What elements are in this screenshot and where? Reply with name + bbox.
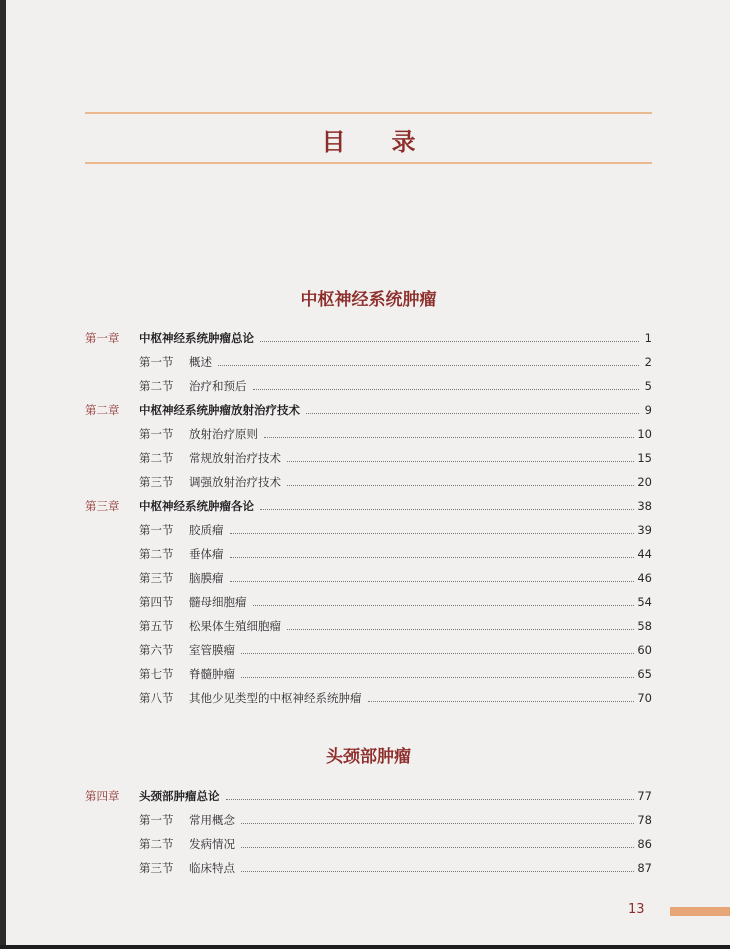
section-title: 概述 (189, 355, 212, 369)
dot-leader (306, 413, 639, 414)
page-ref: 5 (644, 379, 652, 393)
dot-leader (264, 437, 634, 438)
section-title: 临床特点 (189, 861, 235, 875)
section-number: 第四节 (139, 595, 174, 609)
toc-section-row[interactable] (85, 520, 652, 540)
toc-chapter-row[interactable] (85, 496, 652, 516)
section-number: 第一节 (139, 813, 174, 827)
dot-leader (241, 677, 634, 678)
toc-section-row[interactable] (85, 688, 652, 708)
page-ref: 58 (637, 619, 652, 633)
dot-leader (253, 605, 635, 606)
toc-section-row[interactable] (85, 640, 652, 660)
page-ref: 1 (644, 331, 652, 345)
section-title: 发病情况 (189, 837, 235, 851)
section-number: 第二节 (139, 547, 174, 561)
section-number: 第六节 (139, 643, 174, 657)
section-title-head-neck: 头颈部肿瘤 (326, 747, 411, 767)
section-title-cns: 中枢神经系统肿瘤 (300, 290, 437, 310)
dot-leader (253, 389, 640, 390)
page-ref: 20 (637, 475, 652, 489)
page-ref: 70 (637, 691, 652, 705)
page-ref: 77 (637, 789, 652, 803)
section-number: 第一节 (139, 523, 174, 537)
dot-leader (260, 341, 639, 342)
chapter-title: 中枢神经系统肿瘤各论 (139, 499, 254, 513)
toc-chapter-row[interactable] (85, 328, 652, 348)
page-ref: 86 (637, 837, 652, 851)
title-top-rule (85, 112, 652, 114)
toc-chapter-row[interactable] (85, 400, 652, 420)
page-ref: 38 (637, 499, 652, 513)
toc-chapter-row[interactable] (85, 786, 652, 806)
toc-section-row[interactable] (85, 592, 652, 612)
bottom-edge-bar (0, 945, 730, 949)
page-ref: 10 (637, 427, 652, 441)
section-title: 髓母细胞瘤 (189, 595, 247, 609)
title-char-2: 录 (391, 128, 416, 156)
section-number: 第三节 (139, 861, 174, 875)
section-number: 第二节 (139, 451, 174, 465)
section-title: 胶质瘤 (189, 523, 224, 537)
section-title: 松果体生殖细胞瘤 (189, 619, 281, 633)
section-number: 第五节 (139, 619, 174, 633)
page-ref: 15 (637, 451, 652, 465)
section-title: 放射治疗原则 (189, 427, 258, 441)
dot-leader (230, 557, 635, 558)
dot-leader (368, 701, 635, 702)
section-title: 其他少见类型的中枢神经系统肿瘤 (189, 691, 362, 705)
page-ref: 2 (644, 355, 652, 369)
toc-section-row[interactable] (85, 544, 652, 564)
toc-section-row[interactable] (85, 448, 652, 468)
dot-leader (230, 533, 635, 534)
dot-leader (241, 871, 634, 872)
section-number: 第二节 (139, 379, 174, 393)
dot-leader (241, 847, 634, 848)
section-number: 第八节 (139, 691, 174, 705)
toc-section-row[interactable] (85, 424, 652, 444)
toc-section-row[interactable] (85, 858, 652, 878)
dot-leader (226, 799, 635, 800)
section-title: 垂体瘤 (189, 547, 224, 561)
page-ref: 54 (637, 595, 652, 609)
dot-leader (287, 485, 634, 486)
toc-section-row[interactable] (85, 810, 652, 830)
page-ref: 39 (637, 523, 652, 537)
chapter-title: 中枢神经系统肿瘤放射治疗技术 (139, 403, 300, 417)
title-bottom-rule (85, 162, 652, 164)
toc-section-row[interactable] (85, 352, 652, 372)
section-title: 脑膜瘤 (189, 571, 224, 585)
chapter-number: 第一章 (85, 331, 120, 345)
page-number: 13 (628, 902, 645, 917)
dot-leader (287, 461, 634, 462)
dot-leader (218, 365, 639, 366)
section-title: 调强放射治疗技术 (189, 475, 281, 489)
section-number: 第二节 (139, 837, 174, 851)
section-title: 治疗和预后 (189, 379, 247, 393)
page-ref: 60 (637, 643, 652, 657)
dot-leader (230, 581, 635, 582)
section-title: 脊髓肿瘤 (189, 667, 235, 681)
page-ref: 78 (637, 813, 652, 827)
page-ref: 46 (637, 571, 652, 585)
toc-section-row[interactable] (85, 568, 652, 588)
toc-section-row[interactable] (85, 664, 652, 684)
page-ref: 9 (644, 403, 652, 417)
chapter-number: 第四章 (85, 789, 120, 803)
chapter-number: 第二章 (85, 403, 120, 417)
dot-leader (241, 823, 634, 824)
section-number: 第一节 (139, 355, 174, 369)
toc-section-row[interactable] (85, 834, 652, 854)
toc-section-row[interactable] (85, 616, 652, 636)
section-number: 第一节 (139, 427, 174, 441)
title-char-1: 目 (321, 128, 346, 156)
page-ref: 87 (637, 861, 652, 875)
page-tab-decoration (670, 907, 730, 916)
section-title: 室管膜瘤 (189, 643, 235, 657)
toc-section-row[interactable] (85, 376, 652, 396)
dot-leader (287, 629, 634, 630)
section-number: 第三节 (139, 571, 174, 585)
section-title: 常规放射治疗技术 (189, 451, 281, 465)
page-ref: 65 (637, 667, 652, 681)
page-title (85, 122, 652, 156)
chapter-number: 第三章 (85, 499, 120, 513)
page-ref: 44 (637, 547, 652, 561)
section-number: 第三节 (139, 475, 174, 489)
dot-leader (260, 509, 634, 510)
dot-leader (241, 653, 634, 654)
section-title: 常用概念 (189, 813, 235, 827)
chapter-title: 中枢神经系统肿瘤总论 (139, 331, 254, 345)
toc-section-row[interactable] (85, 472, 652, 492)
left-edge-bar (0, 0, 6, 949)
chapter-title: 头颈部肿瘤总论 (139, 789, 220, 803)
section-number: 第七节 (139, 667, 174, 681)
